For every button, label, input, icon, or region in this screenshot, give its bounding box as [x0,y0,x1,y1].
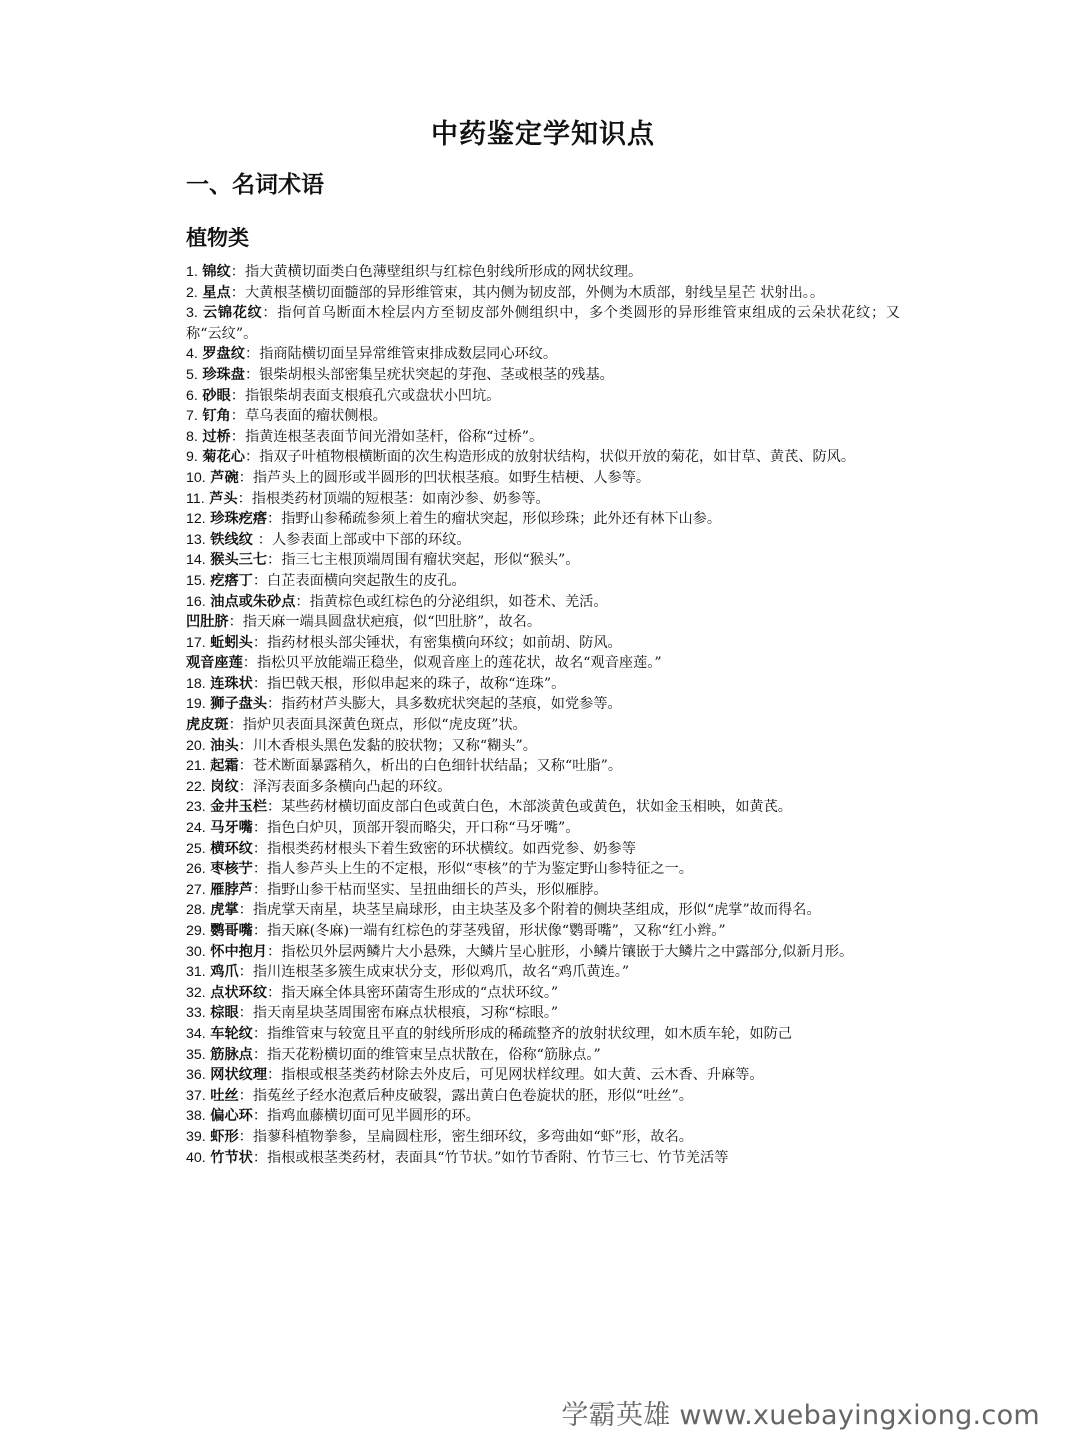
item-definition: ：指商陆横切面呈异常维管束排成数层同心环纹。 [244,346,558,363]
item-definition: ：指何首乌断面木栓层内方至韧皮部外侧组织中，多个类圆形的异形维管束组成的云朵状花纹；又称“云纹”。 [186,305,900,342]
item-number: 27. [186,881,206,898]
item-definition: ：指芦头上的圆形或半圆形的凹状根茎痕。如野生桔梗、人参等。 [238,469,651,486]
list-item [186,736,900,757]
item-term: 起霜 [210,758,239,775]
item-term: 横环纹 [210,840,253,857]
item-term: 观音座莲 [186,655,243,672]
item-number: 34. [186,1025,206,1042]
list-item [186,592,900,613]
item-term: 蚯蚓头 [210,634,253,651]
subsection-title: 植物类 [186,226,249,250]
item-number: 38. [186,1108,206,1125]
item-number: 22. [186,778,206,795]
list-item [186,880,900,901]
list-item [186,427,900,448]
item-term: 竹节状 [210,1149,253,1166]
list-item [186,406,900,427]
item-definition: ：指天麻一端具圆盘状疤痕，似“凹肚脐”，故名。 [228,614,542,631]
item-number: 24. [186,820,206,837]
item-definition: ：苍术断面暴露稍久，析出的白色细针状结晶；又称“吐脂”。 [238,758,623,775]
item-number: 37. [186,1087,206,1104]
item-definition: ：指银柴胡表面支根痕孔穴或盘状小凹坑。 [230,387,501,404]
item-number: 23. [186,799,206,816]
item-term: 车轮纹 [210,1025,253,1042]
item-term: 怀中抱月 [210,943,268,960]
list-item [186,983,900,1004]
item-number: 29. [186,923,206,939]
list-item [186,365,900,386]
item-definition: ：指黄棕色或红棕色的分泌组织，如苍术、羌活。 [295,593,608,610]
item-number: 12. [186,511,206,528]
item-number: 35. [186,1046,206,1063]
item-definition: ：指天麻(冬麻)一端有红棕色的芽茎残留，形状像“鹦哥嘴”，又称“红小辫。” [252,923,726,939]
list-item [186,386,900,407]
item-term: 鸡爪 [210,964,239,981]
item-definition: ：指炉贝表面具深黄色斑点，形似“虎皮斑”状。 [228,717,527,734]
item-definition: ：指川连根茎多簇生成束状分支，形似鸡爪，故名“鸡爪黄连。” [238,964,630,981]
item-term: 钉角 [202,408,231,425]
item-number: 14. [186,552,206,569]
list-item [186,468,900,489]
item-term: 猴头三七 [210,552,268,569]
item-definition: ：银柴胡根头部密集呈疣状突起的芽孢、茎或根茎的残基。 [244,366,614,383]
item-term: 虎皮斑 [186,717,229,734]
item-number: 39. [186,1128,206,1145]
item-number: 19. [186,696,206,713]
item-term: 雁脖芦 [210,881,253,898]
item-term: 油点或朱砂点 [210,593,296,610]
item-number: 7. [186,408,198,425]
item-term: 网状纹理 [210,1067,268,1084]
list-item [186,962,900,983]
item-term: 鹦哥嘴 [210,923,253,939]
item-number: 16. [186,593,206,610]
item-term: 油头 [210,737,239,754]
item-number: 2. [186,284,198,301]
item-definition: ：指虎掌天南星，块茎呈扁球形，由主块茎及多个附着的侧块茎组成，形似“虎掌”故而得名。 [238,902,821,919]
list-item [186,818,900,839]
list-item [186,900,900,921]
item-definition: ：指根类药材顶端的短根茎：如南沙参、奶参等。 [237,490,550,507]
page-title: 中药鉴定学知识点 [431,119,655,150]
item-term: 金井玉栏 [210,799,268,816]
item-term: 罗盘纹 [202,346,245,363]
item-term: 星点 [202,284,231,301]
item-number: 9. [186,449,198,466]
item-number: 33. [186,1005,206,1022]
item-term: 虎掌 [210,902,239,919]
list-item [186,797,900,818]
list-item [186,921,900,942]
item-term: 砂眼 [202,387,231,404]
item-term: 过桥 [202,428,231,445]
list-item [186,1003,900,1024]
item-definition: ：大黄根茎横切面髓部的异形维管束，其内侧为韧皮部，外侧为木质部，射线呈星芒 状射出。。 [230,284,825,301]
item-definition: ：指野山参稀疏参须上着生的瘤状突起，形似珍珠；此外还有林下山参。 [267,511,722,528]
item-term: 珍珠盘 [202,366,245,383]
item-definition: ：指松贝平放能端正稳坐，似观音座上的莲花状，故名“观音座莲。” [242,655,662,672]
list-item [186,612,900,633]
list-item [186,283,900,304]
list-item [186,674,900,695]
item-definition: ：泽泻表面多条横向凸起的环纹。 [238,778,452,795]
item-term: 连珠状 [210,675,253,692]
list-item [186,1045,900,1066]
list-item [186,1086,900,1107]
item-term: 点状环纹 [210,984,268,1001]
item-definition: ：指根或根茎类药材，表面具“竹节状。”如竹节香附、竹节三七、竹节羌活等 [252,1149,729,1166]
item-number: 15. [186,572,206,589]
item-number: 13. [186,531,206,548]
list-item [186,839,900,860]
item-term: 马牙嘴 [210,820,253,837]
item-number: 8. [186,428,198,445]
list-item [186,756,900,777]
item-number: 20. [186,737,206,754]
item-definition: ：指根类药材根头下着生致密的环状横纹。如西党参、奶参等 [252,840,636,857]
list-item [186,509,900,530]
list-item [186,303,900,344]
item-definition: ：指蓼科植物拳参，呈扁圆柱形，密生细环纹，多弯曲如“虾”形，故名。 [238,1128,693,1145]
list-item [186,262,900,283]
list-item [186,344,900,365]
item-number: 5. [186,366,198,383]
item-definition: ：指大黄横切面类白色薄壁组织与红棕色射线所形成的网状纹理。 [230,264,643,280]
list-item [186,653,900,674]
item-term: 芦头 [209,490,238,507]
list-item [186,1065,900,1086]
item-term: 铁线纹 [210,531,258,548]
item-definition: ：指黄连根茎表面节间光滑如茎杆，俗称“过桥”。 [230,428,544,445]
item-definition: ：指松贝外层两鳞片大小悬殊，大鳞片呈心脏形，小鳞片镶嵌于大鳞片之中露部分,似新月形。 [267,943,854,960]
item-term: 锦纹 [202,264,231,280]
item-number: 26. [186,861,206,878]
item-number: 6. [186,387,198,404]
item-number: 28. [186,902,206,919]
footer-watermark: 学霸英雄 www.xuebayingxiong.com [561,1400,1040,1431]
item-number: 17. [186,634,206,651]
item-number: 21. [186,758,206,775]
item-definition: ：白芷表面横向突起散生的皮孔。 [252,572,466,589]
list-item [186,1024,900,1045]
item-definition: ：指巴戟天根，形似串起来的珠子，故称“连珠”。 [252,675,566,692]
item-number: 1. [186,264,198,280]
item-term: 云锦花纹 [203,305,263,322]
item-definition: ：指人参芦头上生的不定根，形似“枣核”的艼为鉴定野山参特征之一。 [252,861,693,878]
item-term: 疙瘩丁 [210,572,253,589]
item-definition: ：指药材根头部尖锤状，有密集横向环纹；如前胡、防风。 [252,634,622,651]
list-item [186,715,900,736]
list-item [186,777,900,798]
list-item [186,942,900,963]
item-term: 虾形 [210,1128,239,1145]
item-number: 32. [186,984,206,1001]
list-item [186,859,900,880]
item-number: 36. [186,1067,206,1084]
item-definition: ：草乌表面的瘤状侧根。 [230,408,387,425]
list-item [186,571,900,592]
list-item [186,1127,900,1148]
item-term: 凹肚脐 [186,614,229,631]
list-item [186,1148,900,1169]
item-definition: ：指三七主根顶端周围有瘤状突起，形似“猴头”。 [267,552,580,569]
section-title: 一、名词术语 [186,172,324,198]
item-number: 40. [186,1149,206,1166]
item-definition: ：川木香根头黑色发黏的胶状物；又称“糊头”。 [238,737,537,754]
item-number: 18. [186,675,206,692]
item-number: 11. [186,490,205,507]
term-list [186,262,900,1168]
item-term: 狮子盘头 [210,696,268,713]
item-definition: ：指根或根茎类药材除去外皮后，可见网状样纹理。如大黄、云木香、升麻等。 [267,1067,764,1084]
list-item [186,530,900,551]
item-definition: ：指色白炉贝，顶部开裂而略尖，开口称“马牙嘴”。 [252,820,580,837]
item-term: 筋脉点 [210,1046,253,1063]
item-definition: ：指药材芦头膨大，具多数疣状突起的茎痕，如党参等。 [267,696,622,713]
item-term: 岗纹 [210,778,239,795]
list-item [186,447,900,468]
item-definition: ：指维管束与较宽且平直的射线所形成的稀疏整齐的放射状纹理，如木质车轮，如防己 [252,1025,792,1042]
item-number: 10. [186,469,206,486]
item-definition: ：指鸡血藤横切面可见半圆形的环。 [252,1108,480,1125]
item-definition: ：指双子叶植物根横断面的次生构造形成的放射状结构，状似开放的菊花，如甘草、黄芪、防风。 [244,449,856,466]
item-number: 4. [186,346,198,363]
item-definition: ：人参表面上部或中下部的环纹。 [257,531,471,548]
list-item [186,1106,900,1127]
item-definition: ：指菟丝子经水泡煮后种皮破裂，露出黄白色卷旋状的胚，形似“吐丝”。 [238,1087,693,1104]
item-number: 3. [186,305,198,322]
item-definition: ：指天南星块茎周围密布麻点状根痕，习称“棕眼。” [238,1005,559,1022]
item-term: 枣核艼 [210,861,253,878]
item-term: 偏心环 [210,1108,253,1125]
list-item [186,694,900,715]
item-number: 31. [186,964,206,981]
item-definition: ：某些药材横切面皮部白色或黄白色，木部淡黄色或黄色，状如金玉相映，如黄芪。 [267,799,792,816]
list-item [186,633,900,654]
list-item [186,550,900,571]
item-term: 棕眼 [210,1005,239,1022]
item-number: 30. [186,943,206,960]
list-item [186,489,900,510]
item-term: 吐丝 [210,1087,239,1104]
item-definition: ：指野山参干枯而坚实、呈扭曲细长的芦头，形似雁脖。 [252,881,608,898]
item-term: 芦碗 [210,469,239,486]
item-definition: ：指天麻全体具密环菌寄生形成的“点状环纹。” [267,984,559,1001]
item-number: 25. [186,840,206,857]
item-term: 菊花心 [202,449,245,466]
item-term: 珍珠疙瘩 [210,511,268,528]
item-definition: ：指天花粉横切面的维管束呈点状散在，俗称“筋脉点。” [252,1046,601,1063]
